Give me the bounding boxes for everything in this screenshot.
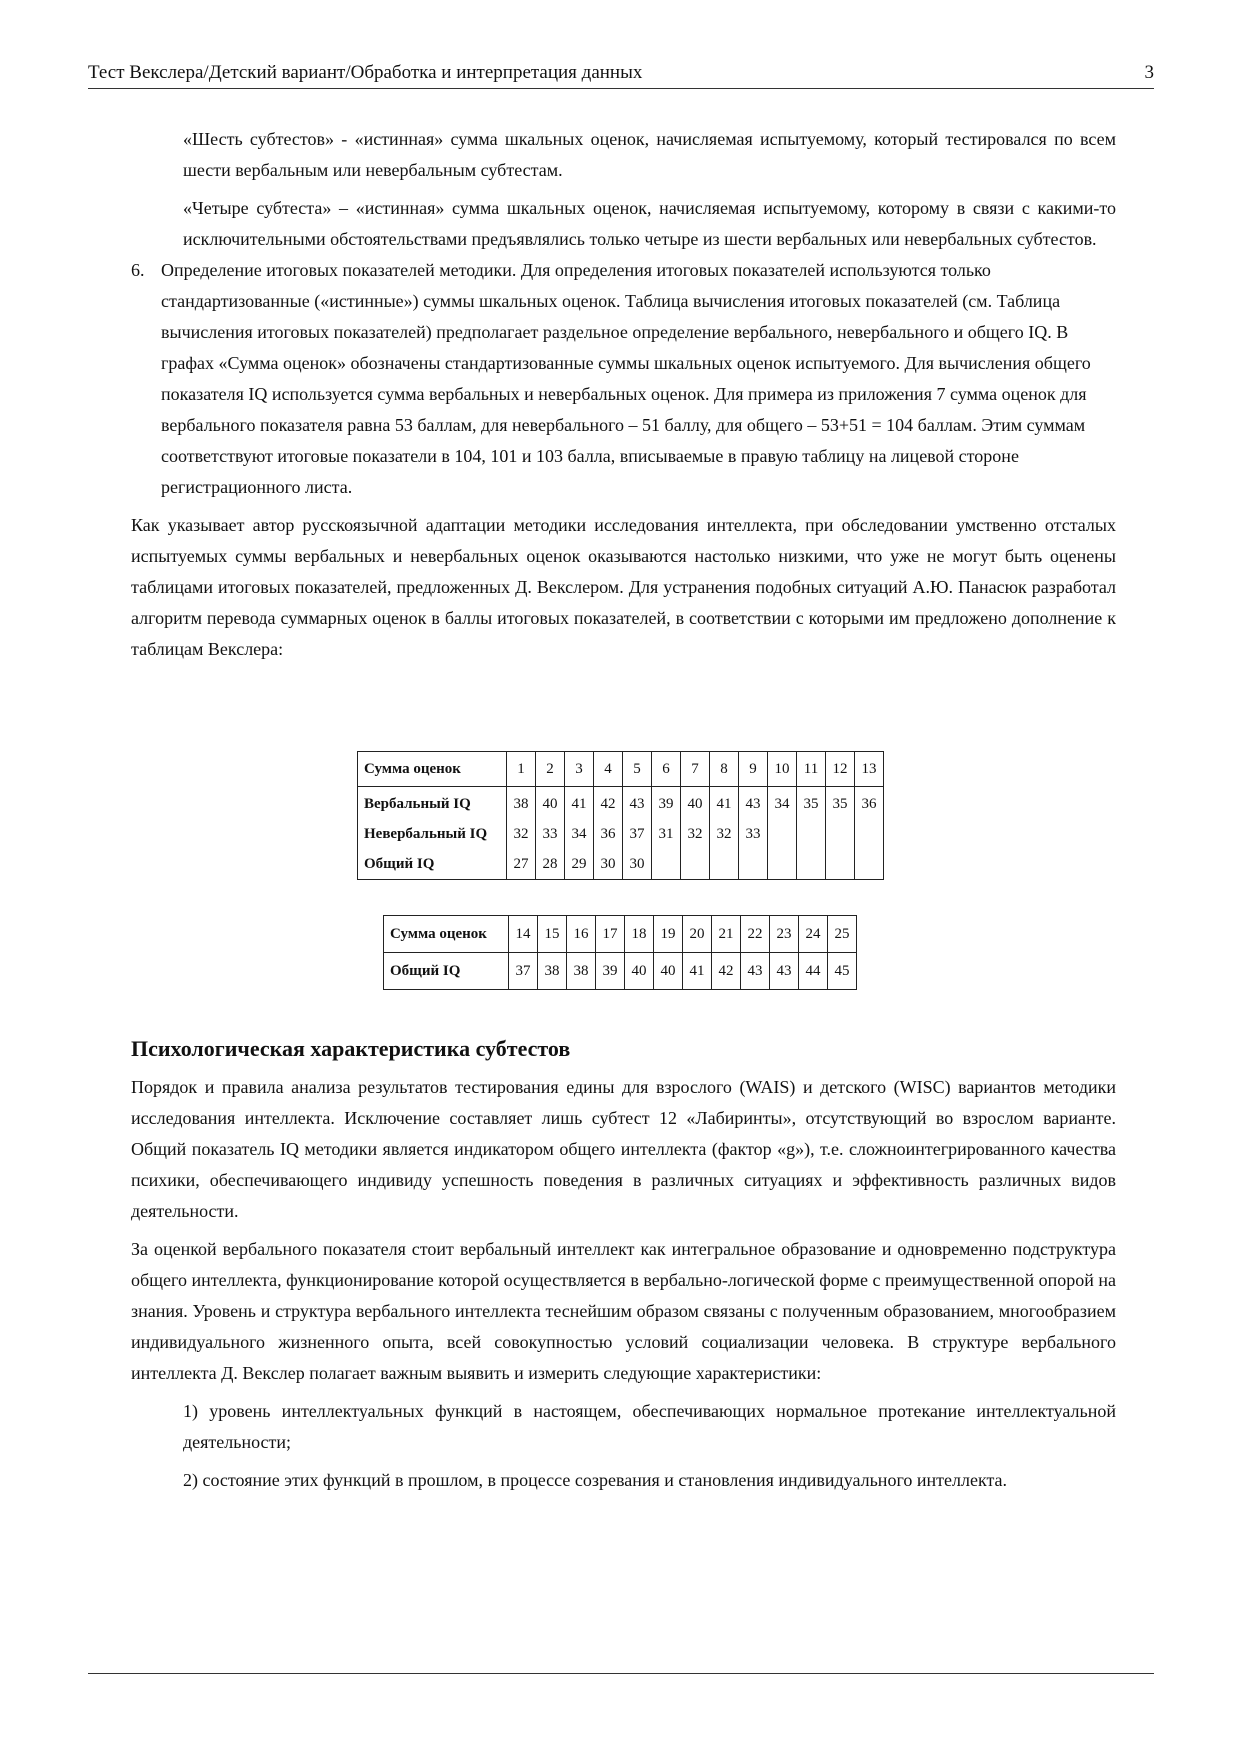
table-cell: 41 (565, 789, 594, 819)
table-cell (855, 849, 884, 880)
table-cell: 33 (739, 819, 768, 849)
table-cell: 27 (507, 849, 536, 880)
page-header (88, 60, 1154, 86)
table-cell (681, 849, 710, 880)
table-cell: 43 (623, 789, 652, 819)
row-label: Общий IQ (364, 856, 435, 872)
paragraph-four-subtests: «Четыре субтеста» – «истинная» сумма шкальных оценок, начисляемая испытуемому, которому в связи с какими-то исключительными обстоятельствами предъявлялись только четыре из шести вербальных или невербальных субтестов. (183, 198, 1116, 249)
table-cell: 13 (855, 752, 884, 787)
list-item-number: 6. (131, 260, 145, 280)
table-cell: 9 (739, 752, 768, 787)
table-cell: 40 (654, 953, 683, 990)
table-cell: 44 (799, 953, 828, 990)
table-cell: 30 (623, 849, 652, 880)
table-cell: 40 (625, 953, 654, 990)
table-cell: 38 (567, 953, 596, 990)
table-cell: 34 (768, 789, 797, 819)
table-header-row (358, 752, 884, 787)
table-cell: 11 (797, 752, 826, 787)
table-cell: 30 (594, 849, 623, 880)
table-cell (768, 819, 797, 849)
table-cell (826, 819, 855, 849)
table-cell: 16 (567, 916, 596, 953)
table-row-verbal (358, 789, 884, 819)
table-cell: 2 (536, 752, 565, 787)
list-item-6 (131, 255, 1116, 503)
score-table-2 (383, 915, 857, 990)
table-cell: 39 (652, 789, 681, 819)
table-cell: 4 (594, 752, 623, 787)
table-cell: 38 (507, 789, 536, 819)
table-header-label: Сумма оценок (358, 752, 507, 787)
table-cell: 37 (623, 819, 652, 849)
table-cell: 42 (594, 789, 623, 819)
table-header-label: Сумма оценок (384, 916, 509, 953)
table-row-nonverbal (358, 819, 884, 849)
table-cell: 1 (507, 752, 536, 787)
page-number: 3 (1144, 62, 1154, 83)
table-cell: 20 (683, 916, 712, 953)
list-item-1: 1) уровень интеллектуальных функций в настоящем, обеспечивающих нормальное протекание интеллектуальной деятельности; (183, 1401, 1116, 1452)
table-cell: 40 (536, 789, 565, 819)
list-item-text: Определение итоговых показателей методики. Для определения итоговых показателей используются только стандартизованные («истинные») суммы шкальных оценок. Таблица вычисления итоговых показателей (см. Таблица вычисления итоговых показателей) предполагает раздельное определение вербального, невербального и общего IQ. В графах «Сумма оценок» обозначены стандартизованные суммы шкальных оценок испытуемого. Для вычисления общего показателя IQ используется сумма вербальных и невербальных оценок. Для примера из приложения 7 сумма оценок для вербального показателя равна 53 баллам, для невербального – 51 баллу, для общего – 53+51 = 104 баллам. Этим суммам соответствуют итоговые показатели в 104, 101 и 103 балла, вписываемые в правую таблицу на лицевой стороне регистрационного листа. (161, 260, 1091, 497)
section-heading: Психологическая характеристика субтестов (131, 1036, 571, 1061)
table-cell (710, 849, 739, 880)
paragraph-analysis: Порядок и правила анализа результатов тестирования едины для взрослого (WAIS) и детского (WISC) вариантов методики исследования интеллекта. Исключение составляет лишь субтест 12 «Лабиринты», отсутствующий во взрослом варианте. Общий показатель IQ методики является индикатором общего интеллекта (фактор «g»), т.е. сложноинтегрированного качества психики, обеспечивающего индивиду успешность поведения в различных ситуациях и эффективность различных видов деятельности. (131, 1077, 1116, 1221)
body-text-bottom (131, 1033, 1116, 1496)
table-cell (797, 849, 826, 880)
footer-rule (88, 1673, 1154, 1674)
table-cell: 32 (710, 819, 739, 849)
table-cell: 23 (770, 916, 799, 953)
table-cell: 14 (509, 916, 538, 953)
table-cell (826, 849, 855, 880)
table-cell (739, 849, 768, 880)
table-cell: 42 (712, 953, 741, 990)
table-cell: 22 (741, 916, 770, 953)
row-label: Вербальный IQ (364, 796, 471, 812)
table-cell (768, 849, 797, 880)
table-cell: 21 (712, 916, 741, 953)
table-cell: 43 (770, 953, 799, 990)
table-cell: 3 (565, 752, 594, 787)
list-item-2: 2) состояние этих функций в прошлом, в процессе созревания и становления индивидуального интеллекта. (183, 1470, 1008, 1490)
table-cell (652, 849, 681, 880)
table-cell: 6 (652, 752, 681, 787)
table-cell: 32 (681, 819, 710, 849)
table-cell: 28 (536, 849, 565, 880)
table-cell: 10 (768, 752, 797, 787)
table-cell: 29 (565, 849, 594, 880)
table-cell: 17 (596, 916, 625, 953)
table-row-total (384, 953, 857, 990)
table-cell: 36 (855, 789, 884, 819)
table-cell: 19 (654, 916, 683, 953)
table-row-total (358, 849, 884, 880)
table-cell: 12 (826, 752, 855, 787)
table-cell: 7 (681, 752, 710, 787)
table-cell: 36 (594, 819, 623, 849)
table-cell: 41 (683, 953, 712, 990)
paragraph-panasyuk: Как указывает автор русскоязычной адаптации методики исследования интеллекта, при обследовании умственно отсталых испытуемых суммы вербальных и невербальных оценок оказываются настолько низкими, что уже не могут быть оценены таблицами итоговых показателей, предложенных Д. Векслером. Для устранения подобных ситуаций А.Ю. Панасюк разработал алгоритм перевода суммарных оценок в баллы итоговых показателей, в соответствии с которыми им предложено дополнение к таблицам Векслера: (131, 515, 1116, 659)
table-cell: 41 (710, 789, 739, 819)
row-label: Невербальный IQ (364, 826, 488, 842)
table-cell: 31 (652, 819, 681, 849)
table-cell: 37 (509, 953, 538, 990)
header-rule (88, 88, 1154, 89)
table-cell: 39 (596, 953, 625, 990)
table-cell: 43 (741, 953, 770, 990)
table-cell (797, 819, 826, 849)
table-cell: 34 (565, 819, 594, 849)
table-cell: 25 (828, 916, 857, 953)
table-cell: 38 (538, 953, 567, 990)
table-cell: 43 (739, 789, 768, 819)
paragraph-verbal: За оценкой вербального показателя стоит вербальный интеллект как интегральное образование и одновременно подструктура общего интеллекта, функционирование которой осуществляется в вербально-логической форме с преимущественной опорой на знания. Уровень и структура вербального интеллекта теснейшим образом связаны с полученным образованием, многообразием индивидуального жизненного опыта, всей совокупностью условий социализации человека. В структуре вербального интеллекта Д. Векслер полагает важным выявить и измерить следующие характеристики: (131, 1239, 1116, 1383)
table-cell: 33 (536, 819, 565, 849)
table-cell (855, 819, 884, 849)
table-cell: 32 (507, 819, 536, 849)
table-cell: 40 (681, 789, 710, 819)
table-cell: 24 (799, 916, 828, 953)
table-header-row (384, 916, 857, 953)
header-title: Тест Векслера/Детский вариант/Обработка и интерпретация данных (88, 62, 643, 83)
table-cell: 35 (797, 789, 826, 819)
table-cell: 18 (625, 916, 654, 953)
table-cell: 5 (623, 752, 652, 787)
table-cell: 35 (826, 789, 855, 819)
paragraph-six-subtests: «Шесть субтестов» - «истинная» сумма шкальных оценок, начисляемая испытуемому, который тестировался по всем шести вербальным или невербальным субтестам. (183, 129, 1116, 180)
row-label: Общий IQ (390, 963, 461, 979)
table-cell: 45 (828, 953, 857, 990)
score-table-1 (357, 751, 884, 880)
table-cell: 8 (710, 752, 739, 787)
body-text-top (131, 124, 1116, 665)
table-cell: 15 (538, 916, 567, 953)
